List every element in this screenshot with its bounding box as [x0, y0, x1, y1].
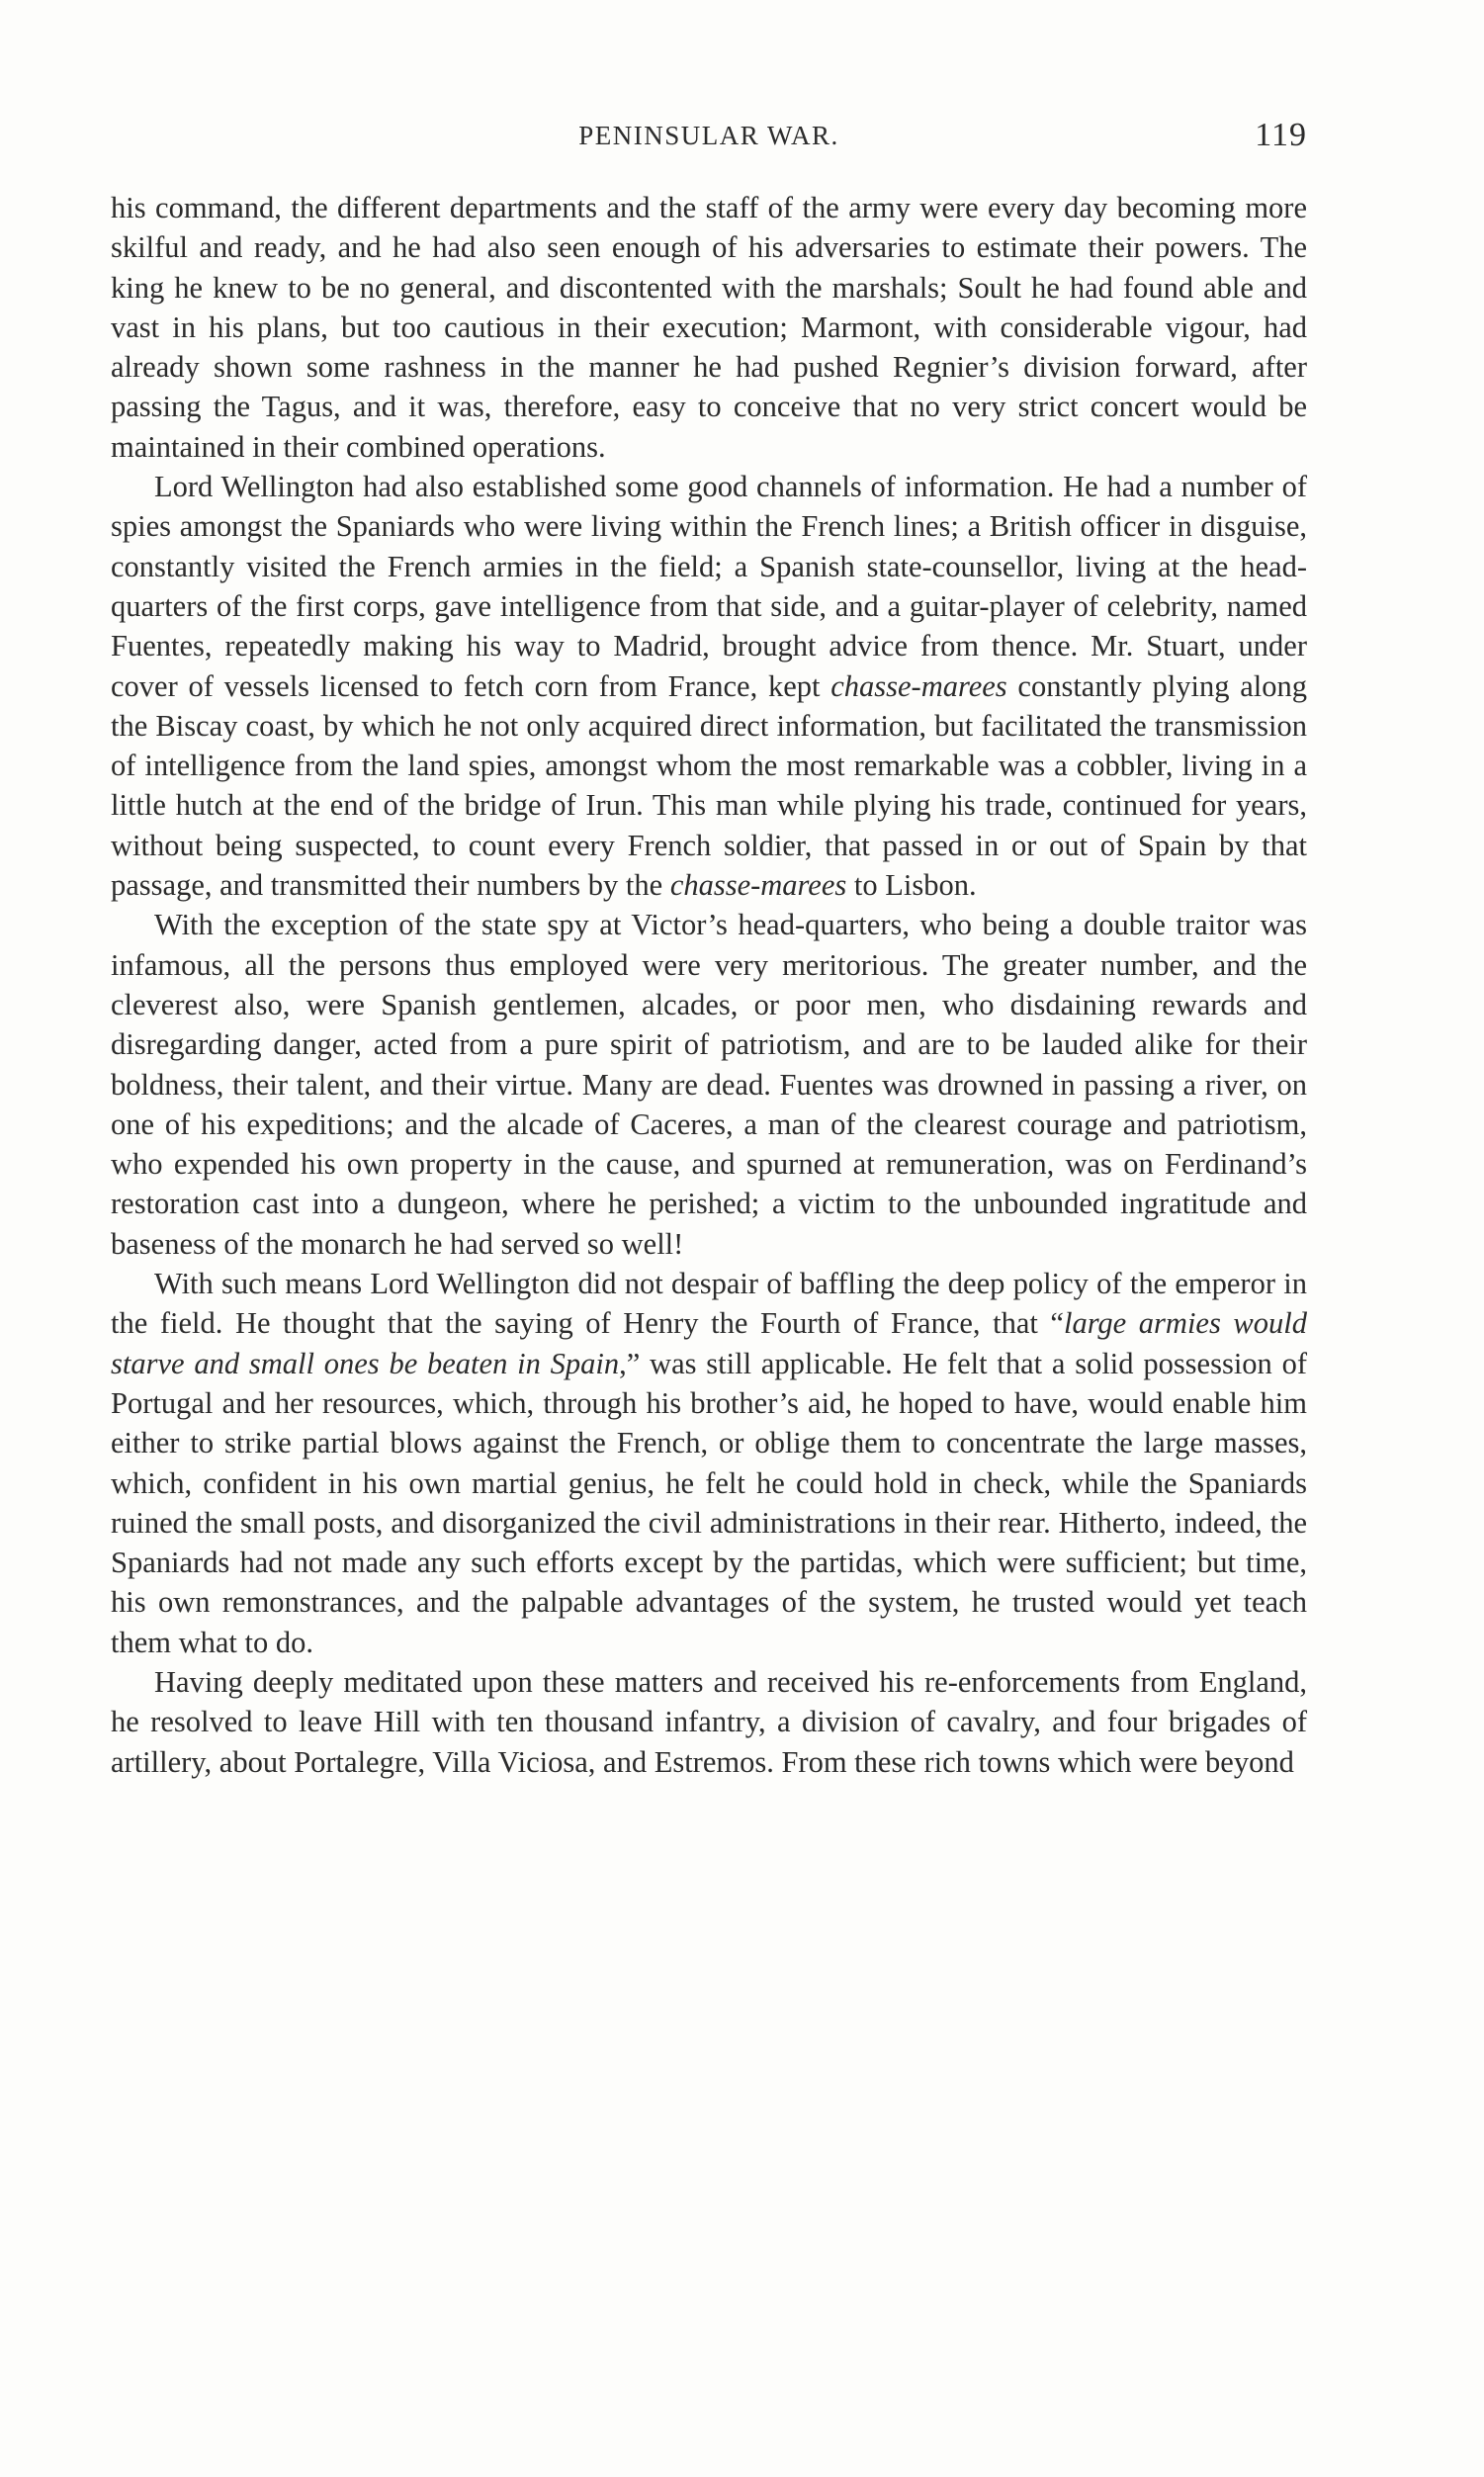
text-run: constantly plying along the Biscay coast, by which he not only acquired direct information, but facilitated the transmission of intelligence from the land spies, amongst whom the most remarkable was a cobbler, living in a little hutch at the end of the bridge of Irun. This man while plying his trade, continued for years, without being suspected, to count every French soldier, that passed in or out of Spain by that passage, and transmitted their numbers by the [111, 668, 1307, 903]
text-run: With the exception of the state spy at Victor’s head-quarters, who being a double traitor was infamous, all the persons thus employed were very meritorious. The greater number, and the cleverest also, were Spanish gentlemen, alcades, or poor men, who disdaining rewards and disregarding danger, acted from a pure spirit of patriotism, and are to be lauded alike for their boldness, their talent, and their virtue. Many are dead. Fuentes was drowned in passing a river, on one of his expeditions; and the alcade of Caceres, a man of the clearest courage and patriotism, who expended his own property in the cause, and spurned at remuneration, was on Ferdinand’s restoration cast into a dungeon, where he perished; a victim to the unbounded ingratitude and baseness of the monarch he had served so well! [111, 908, 1307, 1261]
paragraph [111, 905, 1307, 1264]
running-title: PENINSULAR WAR. [578, 121, 839, 150]
body-text [111, 188, 1307, 1782]
text-run: to Lisbon. [846, 868, 977, 903]
italic-text-run: chasse-marees [830, 668, 1007, 703]
text-run: ,” was still applicable. He felt that a solid possession of Portugal and her resources, which, through his brother’s aid, he hoped to have, would enable him either to strike partial blows against the French, or oblige them to concentrate the large masses, which, confident in his own martial genius, he felt he could hold in check, while the Spaniards ruined the small posts, and disorganized the civil administrations in their rear. Hitherto, indeed, the Spaniards had not made any such efforts except by the partidas, which were sufficient; but time, his own remonstrances, and the palpable advantages of the system, he trusted would yet teach them what to do. [111, 1346, 1308, 1659]
paragraph [111, 1264, 1307, 1662]
paragraph [111, 188, 1307, 467]
paragraph [111, 1662, 1307, 1782]
paragraph [111, 467, 1307, 905]
text-run: With such means Lord Wellington did not despair of baffling the deep policy of the emperor in the field. He thought that the saying of Henry the Fourth of France, that “ [111, 1267, 1307, 1341]
text-run: his command, the different departments and the staff of the army were every day becoming more skilful and ready, and he had also seen enough of his adversaries to estimate their powers. The king he knew to be no general, and discontented with the marshals; Soult he had found able and vast in his plans, but too cautious in their execution; Marmont, with considerable vigour, had already shown some rashness in the manner he had pushed Regnier’s division forward, after passing the Tagus, and it was, therefore, easy to conceive that no very strict concert would be maintained in their combined operations. [111, 191, 1307, 464]
text-run: Having deeply meditated upon these matters and received his re-enforcements from England, he resolved to leave Hill with ten thousand infantry, a division of cavalry, and four brigades of artillery, about Portalegre, Villa Viciosa, and Estremos. From these rich towns which were beyond [111, 1664, 1307, 1779]
page-number: 119 [1255, 117, 1307, 153]
italic-text-run: chasse-marees [669, 868, 847, 903]
running-head [111, 117, 1307, 156]
text-run: Lord Wellington had also established some good channels of information. He had a number of spies amongst the Spaniards who were living within the French lines; a British officer in disguise, constantly visited the French armies in the field; a Spanish state-counsellor, living at the head-quarters of the first corps, gave intelligence from that side, and a guitar-player of celebrity, named Fuentes, repeatedly making his way to Madrid, brought advice from thence. Mr. Stuart, under cover of vessels licensed to fetch corn from France, kept [111, 470, 1307, 703]
italic-text-run: large armies would starve and small ones be beaten in Spain [111, 1306, 1307, 1380]
